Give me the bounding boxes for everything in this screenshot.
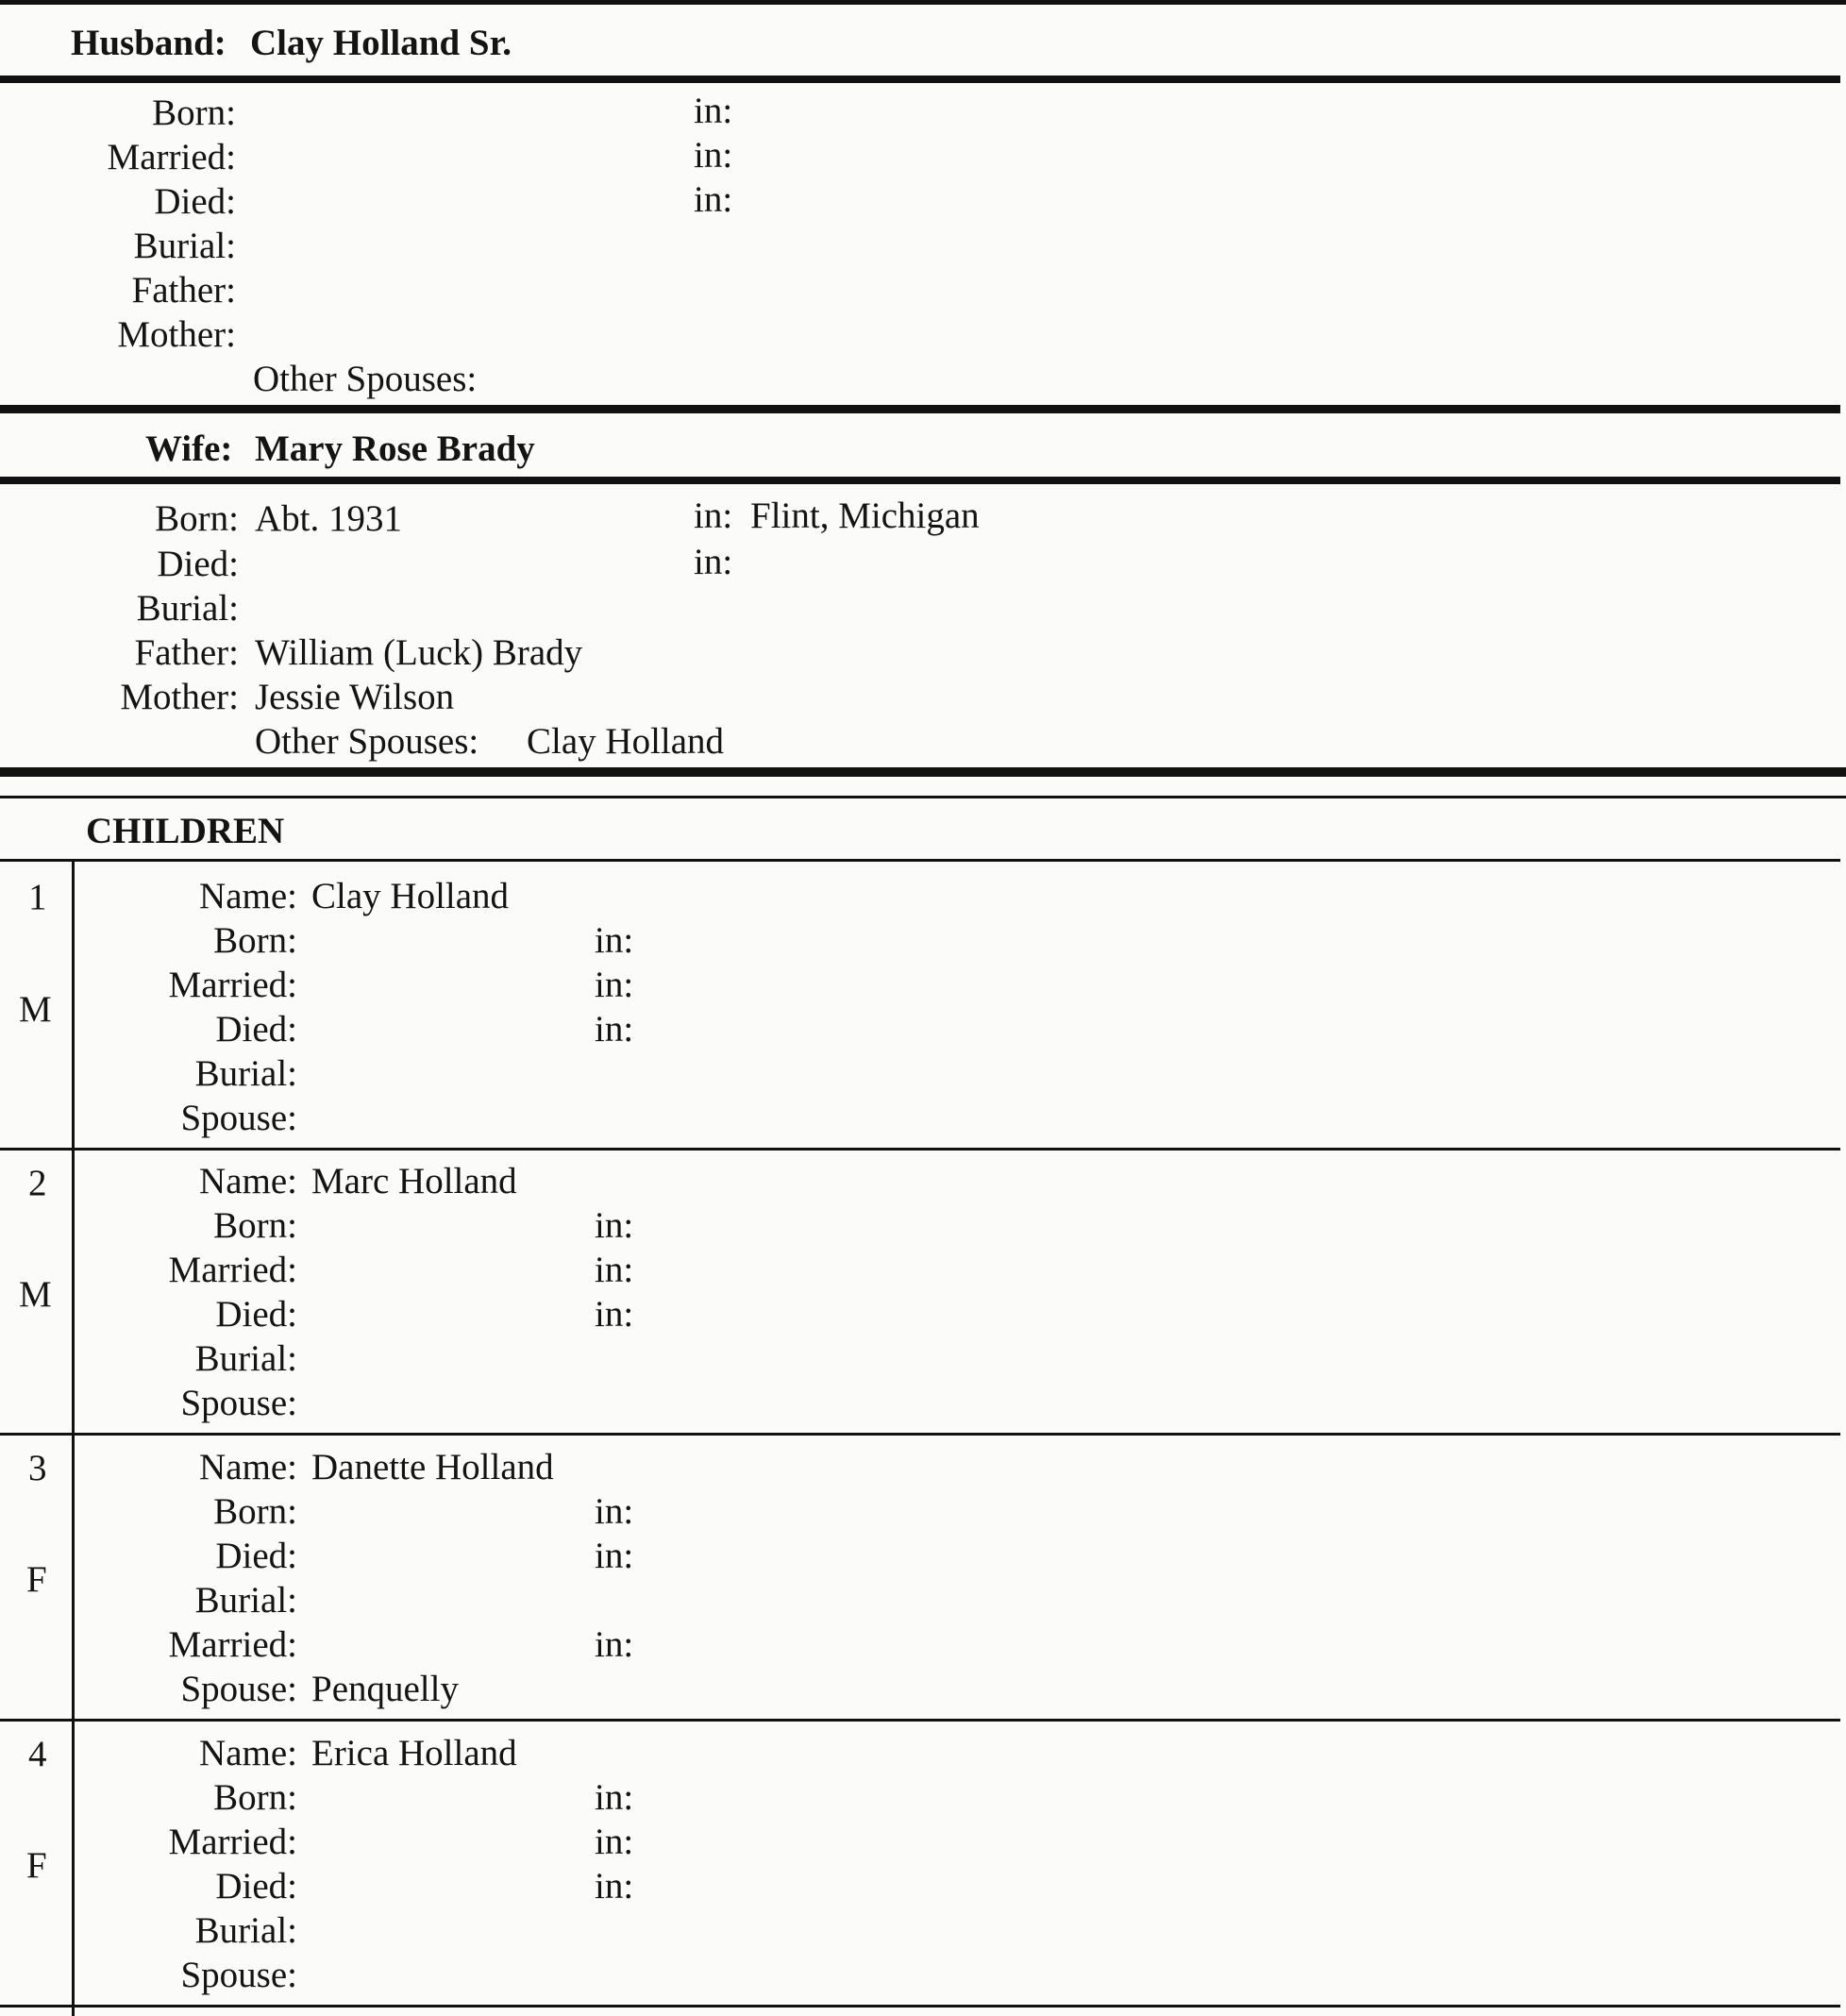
husband-burial-label: Burial: <box>133 226 236 266</box>
child-spouse-value: Penquelly <box>311 1669 459 1709</box>
child-name-value: Clay Holland <box>311 876 510 916</box>
wife-header-label: Wife: <box>145 428 233 469</box>
child-died-in: in: <box>595 1294 634 1335</box>
husband-other-spouses-label: Other Spouses: <box>253 359 478 399</box>
husband-name: Clay Holland Sr. <box>250 23 512 63</box>
wife-other-spouses-label: Other Spouses: <box>255 721 479 762</box>
child-born-in: in: <box>595 1777 634 1818</box>
husband-rule <box>0 76 1840 83</box>
child-married-in: in: <box>595 1250 634 1290</box>
child-died-label: Died: <box>215 1536 297 1576</box>
child-died-label: Died: <box>215 1294 297 1335</box>
wife-born-place: Flint, Michigan <box>750 496 980 536</box>
child-born-label: Born: <box>213 1205 297 1246</box>
child-number: 1 <box>28 877 47 917</box>
child-married-in: in: <box>595 965 634 1005</box>
wife-born-value: Abt. 1931 <box>255 498 402 539</box>
child-died-in: in: <box>595 1866 634 1907</box>
child-died-label: Died: <box>215 1009 297 1050</box>
wife-bottom-rule <box>0 767 1846 777</box>
husband-died-label: Died: <box>154 181 236 222</box>
child-born-label: Born: <box>213 1777 297 1818</box>
child-born-label: Born: <box>213 1491 297 1532</box>
child-burial-label: Burial: <box>194 1053 297 1094</box>
wife-father-label: Father: <box>134 632 239 673</box>
wife-mother-label: Mother: <box>120 677 239 717</box>
child-spouse-label: Spouse: <box>180 1383 297 1423</box>
child-separator <box>0 1433 1840 1436</box>
husband-header-label: Husband: <box>71 23 227 63</box>
child-burial-label: Burial: <box>194 1910 297 1951</box>
child-name-label: Name: <box>199 1733 297 1773</box>
wife-rule <box>0 477 1840 484</box>
wife-died-label: Died: <box>157 544 239 584</box>
child-born-label: Born: <box>213 920 297 961</box>
child-number: 2 <box>28 1163 47 1203</box>
wife-name: Mary Rose Brady <box>255 428 535 469</box>
child-separator <box>0 2005 1840 2008</box>
wife-mother-value: Jessie Wilson <box>255 677 455 717</box>
child-burial-label: Burial: <box>194 1338 297 1379</box>
child-number: 3 <box>28 1448 47 1488</box>
child-name-value: Marc Holland <box>311 1161 517 1201</box>
wife-other-spouses-value: Clay Holland <box>527 721 725 762</box>
wife-father-value: William (Luck) Brady <box>255 632 583 673</box>
child-name-label: Name: <box>199 876 297 916</box>
husband-born-in: in: <box>694 91 733 131</box>
husband-bottom-rule <box>0 405 1840 413</box>
child-sex: M <box>19 1274 52 1315</box>
child-burial-label: Burial: <box>194 1580 297 1621</box>
child-spouse-label: Spouse: <box>180 1669 297 1709</box>
child-died-in: in: <box>595 1009 634 1050</box>
child-spouse-label: Spouse: <box>180 1098 297 1138</box>
child-number: 4 <box>28 1734 47 1774</box>
wife-born-in: in: <box>694 496 733 536</box>
husband-died-in: in: <box>694 179 733 220</box>
child-married-label: Married: <box>168 1822 297 1862</box>
child-married-in: in: <box>595 1822 634 1862</box>
children-column-divider <box>72 861 75 2016</box>
top-rule <box>0 0 1846 5</box>
child-married-label: Married: <box>168 965 297 1005</box>
children-heading-rule <box>0 859 1840 862</box>
wife-born-label: Born: <box>155 498 239 539</box>
child-born-in: in: <box>595 1205 634 1246</box>
child-sex: M <box>19 989 52 1030</box>
child-married-label: Married: <box>168 1250 297 1290</box>
child-born-in: in: <box>595 920 634 961</box>
child-born-in: in: <box>595 1491 634 1532</box>
husband-mother-label: Mother: <box>117 314 236 355</box>
child-name-label: Name: <box>199 1447 297 1487</box>
child-died-in: in: <box>595 1536 634 1576</box>
husband-born-label: Born: <box>152 92 236 133</box>
child-separator <box>0 1719 1840 1722</box>
child-spouse-label: Spouse: <box>180 1955 297 1995</box>
husband-married-label: Married: <box>107 137 236 177</box>
husband-married-in: in: <box>694 135 733 176</box>
child-sex: F <box>26 1845 47 1886</box>
children-heading: CHILDREN <box>86 811 285 851</box>
child-name-value: Erica Holland <box>311 1733 517 1773</box>
children-top-rule <box>0 796 1846 798</box>
wife-died-in: in: <box>694 542 733 582</box>
child-name-value: Danette Holland <box>311 1447 554 1487</box>
husband-father-label: Father: <box>131 270 236 311</box>
wife-burial-label: Burial: <box>136 588 239 629</box>
child-name-label: Name: <box>199 1161 297 1201</box>
child-married-in: in: <box>595 1624 634 1665</box>
child-died-label: Died: <box>215 1866 297 1907</box>
child-sex: F <box>26 1559 47 1600</box>
child-separator <box>0 1148 1840 1151</box>
child-married-label: Married: <box>168 1624 297 1665</box>
